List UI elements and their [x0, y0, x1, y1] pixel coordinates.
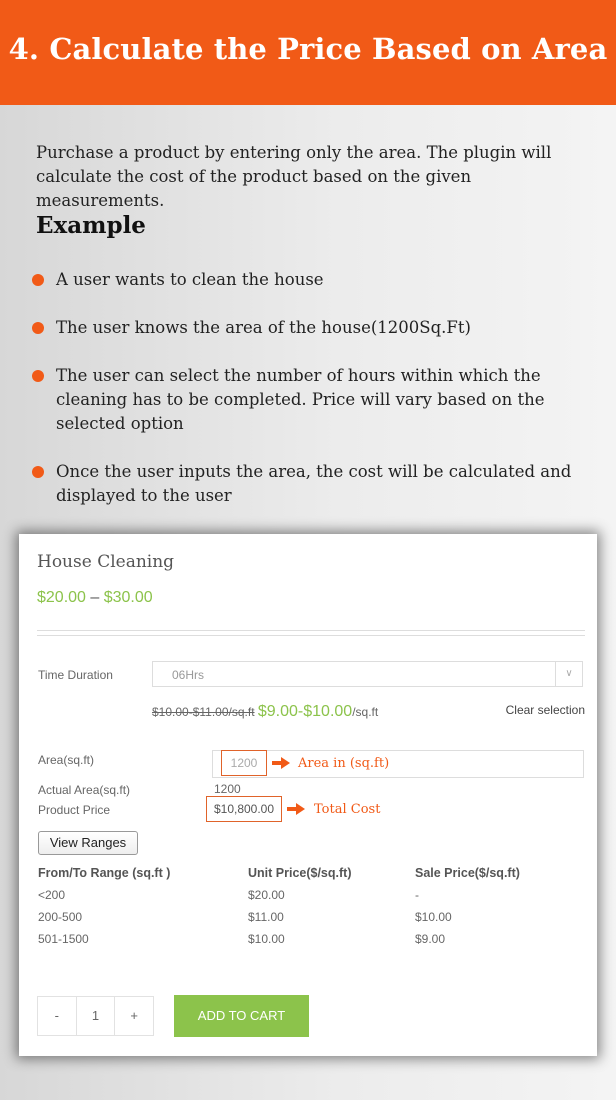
bullet-icon — [32, 370, 44, 382]
header-banner — [0, 0, 616, 105]
table-cell: <200 — [38, 888, 66, 902]
chevron-down-icon[interactable]: ∨ — [555, 662, 582, 686]
total-annotation: Total Cost — [314, 802, 381, 817]
clear-selection-link[interactable]: Clear selection — [505, 703, 585, 717]
area-annotation: Area in (sq.ft) — [298, 756, 390, 771]
area-field-container — [212, 750, 584, 778]
arrow-right-icon — [272, 757, 290, 769]
list-item — [32, 460, 592, 508]
table-header: Sale Price($/sq.ft) — [415, 866, 520, 880]
list-item — [32, 268, 592, 292]
price-ranges-table — [38, 866, 578, 954]
page-title: 4. Calculate the Price Based on Area — [8, 32, 608, 66]
time-duration-value: 06Hrs — [172, 668, 205, 682]
divider — [37, 635, 585, 636]
divider — [37, 630, 585, 631]
intro-paragraph: Purchase a product by entering only the area. The plugin will calculate the cost of the product based on the given measurements. — [36, 143, 552, 210]
variation-price — [152, 703, 378, 721]
table-header-row — [38, 866, 578, 888]
table-header: From/To Range (sq.ft ) — [38, 866, 171, 880]
table-cell: 501-1500 — [38, 932, 89, 946]
product-price-label: Product Price — [38, 803, 111, 817]
table-cell: $11.00 — [248, 910, 284, 924]
bullet-icon — [32, 274, 44, 286]
table-header: Unit Price($/sq.ft) — [248, 866, 352, 880]
bullet-icon — [32, 322, 44, 334]
actual-area-label: Actual Area(sq.ft) — [38, 783, 131, 797]
example-list — [32, 268, 592, 532]
table-row — [38, 888, 578, 910]
table-cell: 200-500 — [38, 910, 83, 924]
quantity-input[interactable]: 1 — [76, 997, 116, 1035]
table-cell: $9.00 — [415, 932, 446, 946]
qty-plus-button[interactable]: + — [130, 1008, 138, 1023]
list-item-text: The user knows the area of the house(1200Sq.Ft) — [56, 318, 471, 337]
list-item — [32, 364, 592, 436]
example-heading: Example — [36, 212, 146, 239]
price-separator: – — [85, 589, 104, 606]
time-duration-select[interactable] — [152, 661, 583, 687]
area-input[interactable]: 1200 — [221, 750, 267, 776]
list-item-text: The user can select the number of hours within which the cleaning has to be completed. Price will vary based on the selected option — [56, 366, 545, 433]
price-high: $30.00 — [103, 589, 153, 606]
view-ranges-button[interactable]: View Ranges — [38, 831, 138, 855]
list-item — [32, 316, 592, 340]
table-row — [38, 910, 578, 932]
time-duration-label: Time Duration — [38, 668, 113, 682]
list-item-text: Once the user inputs the area, the cost will be calculated and displayed to the user — [56, 462, 572, 505]
table-cell: $10.00 — [248, 932, 285, 946]
product-card — [19, 534, 597, 1056]
qty-minus-button[interactable]: - — [54, 1008, 59, 1023]
area-label: Area(sq.ft) — [38, 753, 95, 767]
new-price: $9.00-$10.00 — [257, 703, 353, 720]
product-price-range — [37, 589, 153, 607]
quantity-stepper — [37, 996, 154, 1036]
table-row — [38, 932, 578, 954]
product-title: House Cleaning — [37, 552, 175, 572]
table-cell: - — [415, 888, 419, 902]
arrow-right-icon — [287, 803, 305, 815]
table-cell: $10.00 — [415, 910, 452, 924]
bullet-icon — [32, 466, 44, 478]
price-unit: /sq.ft — [352, 705, 379, 719]
table-cell: $20.00 — [248, 888, 285, 902]
list-item-text: A user wants to clean the house — [56, 270, 324, 289]
product-price-value: $10,800.00 — [206, 796, 282, 822]
add-to-cart-button[interactable]: ADD TO CART — [174, 995, 309, 1037]
actual-area-value: 1200 — [214, 782, 241, 796]
price-low: $20.00 — [37, 589, 86, 606]
old-price: $10.00-$11.00/sq.ft — [152, 705, 255, 719]
